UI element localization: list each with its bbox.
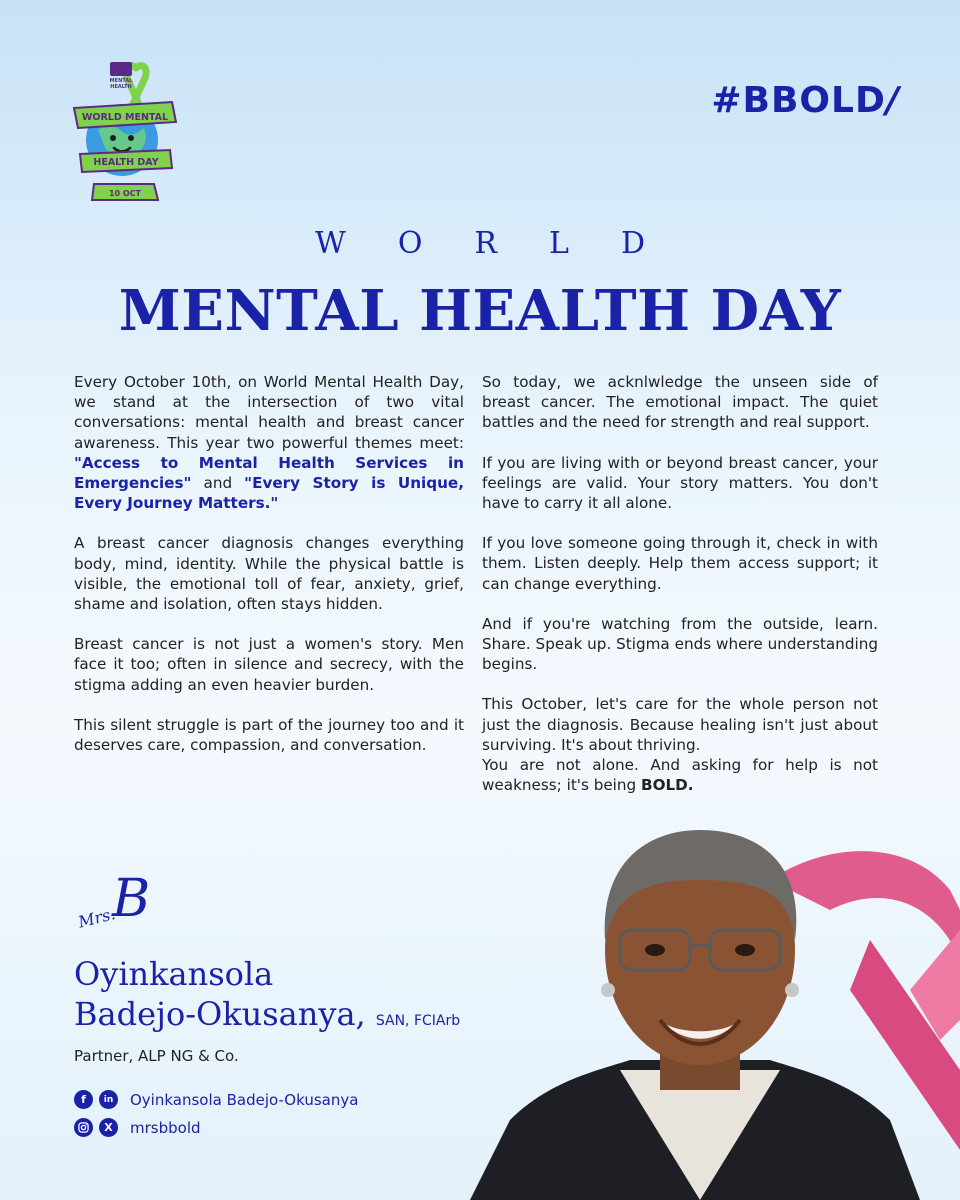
right-paragraph-4: And if you're watching from the outside, learn. Share. Speak up. Stigma ends where understanding begins. [482,614,878,674]
linkedin-icon[interactable]: in [99,1090,118,1109]
author-credentials: SAN, FCIArb [375,1013,461,1029]
left-column [74,372,464,775]
hashtag-logo [711,80,900,121]
logo-org-line1: MENTAL [109,78,133,84]
right-p6-text: You are not alone. And asking for help is not weakness; it's being [482,756,878,795]
signature [74,868,174,938]
hashtag-slash-mark: / [885,80,900,121]
page-title: MENTAL HEALTH DAY [118,278,842,344]
logo-badge-line1: WORLD MENTAL [81,112,169,123]
logo-badge-line2: HEALTH DAY [93,157,159,168]
left-paragraph-4: This silent struggle is part of the journey too and it deserves care, compassion, and conversation. [74,715,464,755]
left-p1-intro: Every October 10th, on World Mental Health Day, we stand at the intersection of two vital conversations: mental health and breast cancer awareness. This year two powerful themes meet: [74,373,464,452]
facebook-icon[interactable]: f [74,1090,93,1109]
theme-2: "Every Story is Unique, Every Journey Matters." [74,474,464,513]
bold-word: BOLD. [641,776,694,795]
right-paragraph-3: If you love someone going through it, check in with them. Listen deeply. Help them access support; it can change everything. [482,534,878,593]
x-icon[interactable]: X [99,1118,118,1137]
author-role: Partner, ALP NG & Co. [74,1047,239,1065]
portrait-with-pink-ribbon [470,820,960,1200]
author-name-line2: Badejo-Okusanya, [74,995,366,1033]
logo-date: 10 OCT [108,189,142,198]
social-row-name [74,1090,358,1109]
social-row-handle [74,1118,201,1137]
author-name [74,954,460,1041]
social-handle-short[interactable]: mrsbbold [130,1118,201,1137]
left-paragraph-3: Breast cancer is not just a women's story. Men face it too; often in silence and secrecy, with the stigma adding an even heavier burden. [74,635,464,694]
right-paragraph-2: If you are living with or beyond breast cancer, your feelings are valid. Your story matters. You don't have to carry it all alone. [482,453,878,513]
instagram-icon[interactable] [74,1118,93,1137]
hashtag-text: #BBOLD [711,80,886,121]
right-paragraph-1: So today, we acknlwledge the unseen side of breast cancer. The emotional impact. The quiet battles and the need for strength and real support. [482,373,878,432]
left-p1-and: and [191,474,245,493]
world-mental-health-day-logo [72,60,182,210]
right-column [482,372,878,815]
social-handle-name[interactable]: Oyinkansola Badejo-Okusanya [130,1090,359,1109]
author-name-line2-wrap [74,994,460,1041]
right-paragraph-6 [482,755,878,795]
theme-1: "Access to Mental Health Services in Emergencies" [74,453,464,493]
author-name-line1: Oyinkansola [74,955,274,993]
title-world: WORLD [315,226,697,261]
signature-mrs: Mrs. [76,904,118,932]
left-paragraph-1 [74,372,464,513]
logo-org-line2: HEALTH [110,84,132,90]
signature-letter: B [112,869,151,929]
left-paragraph-2: A breast cancer diagnosis changes everything body, mind, identity. While the physical battle is visible, the emotional toll of fear, anxiety, grief, shame and isolation, often stays hidden. [74,534,464,614]
right-paragraph-5: This October, let's care for the whole person not just the diagnosis. Because healing isn't just about surviving. It's about thriving. [482,695,878,754]
